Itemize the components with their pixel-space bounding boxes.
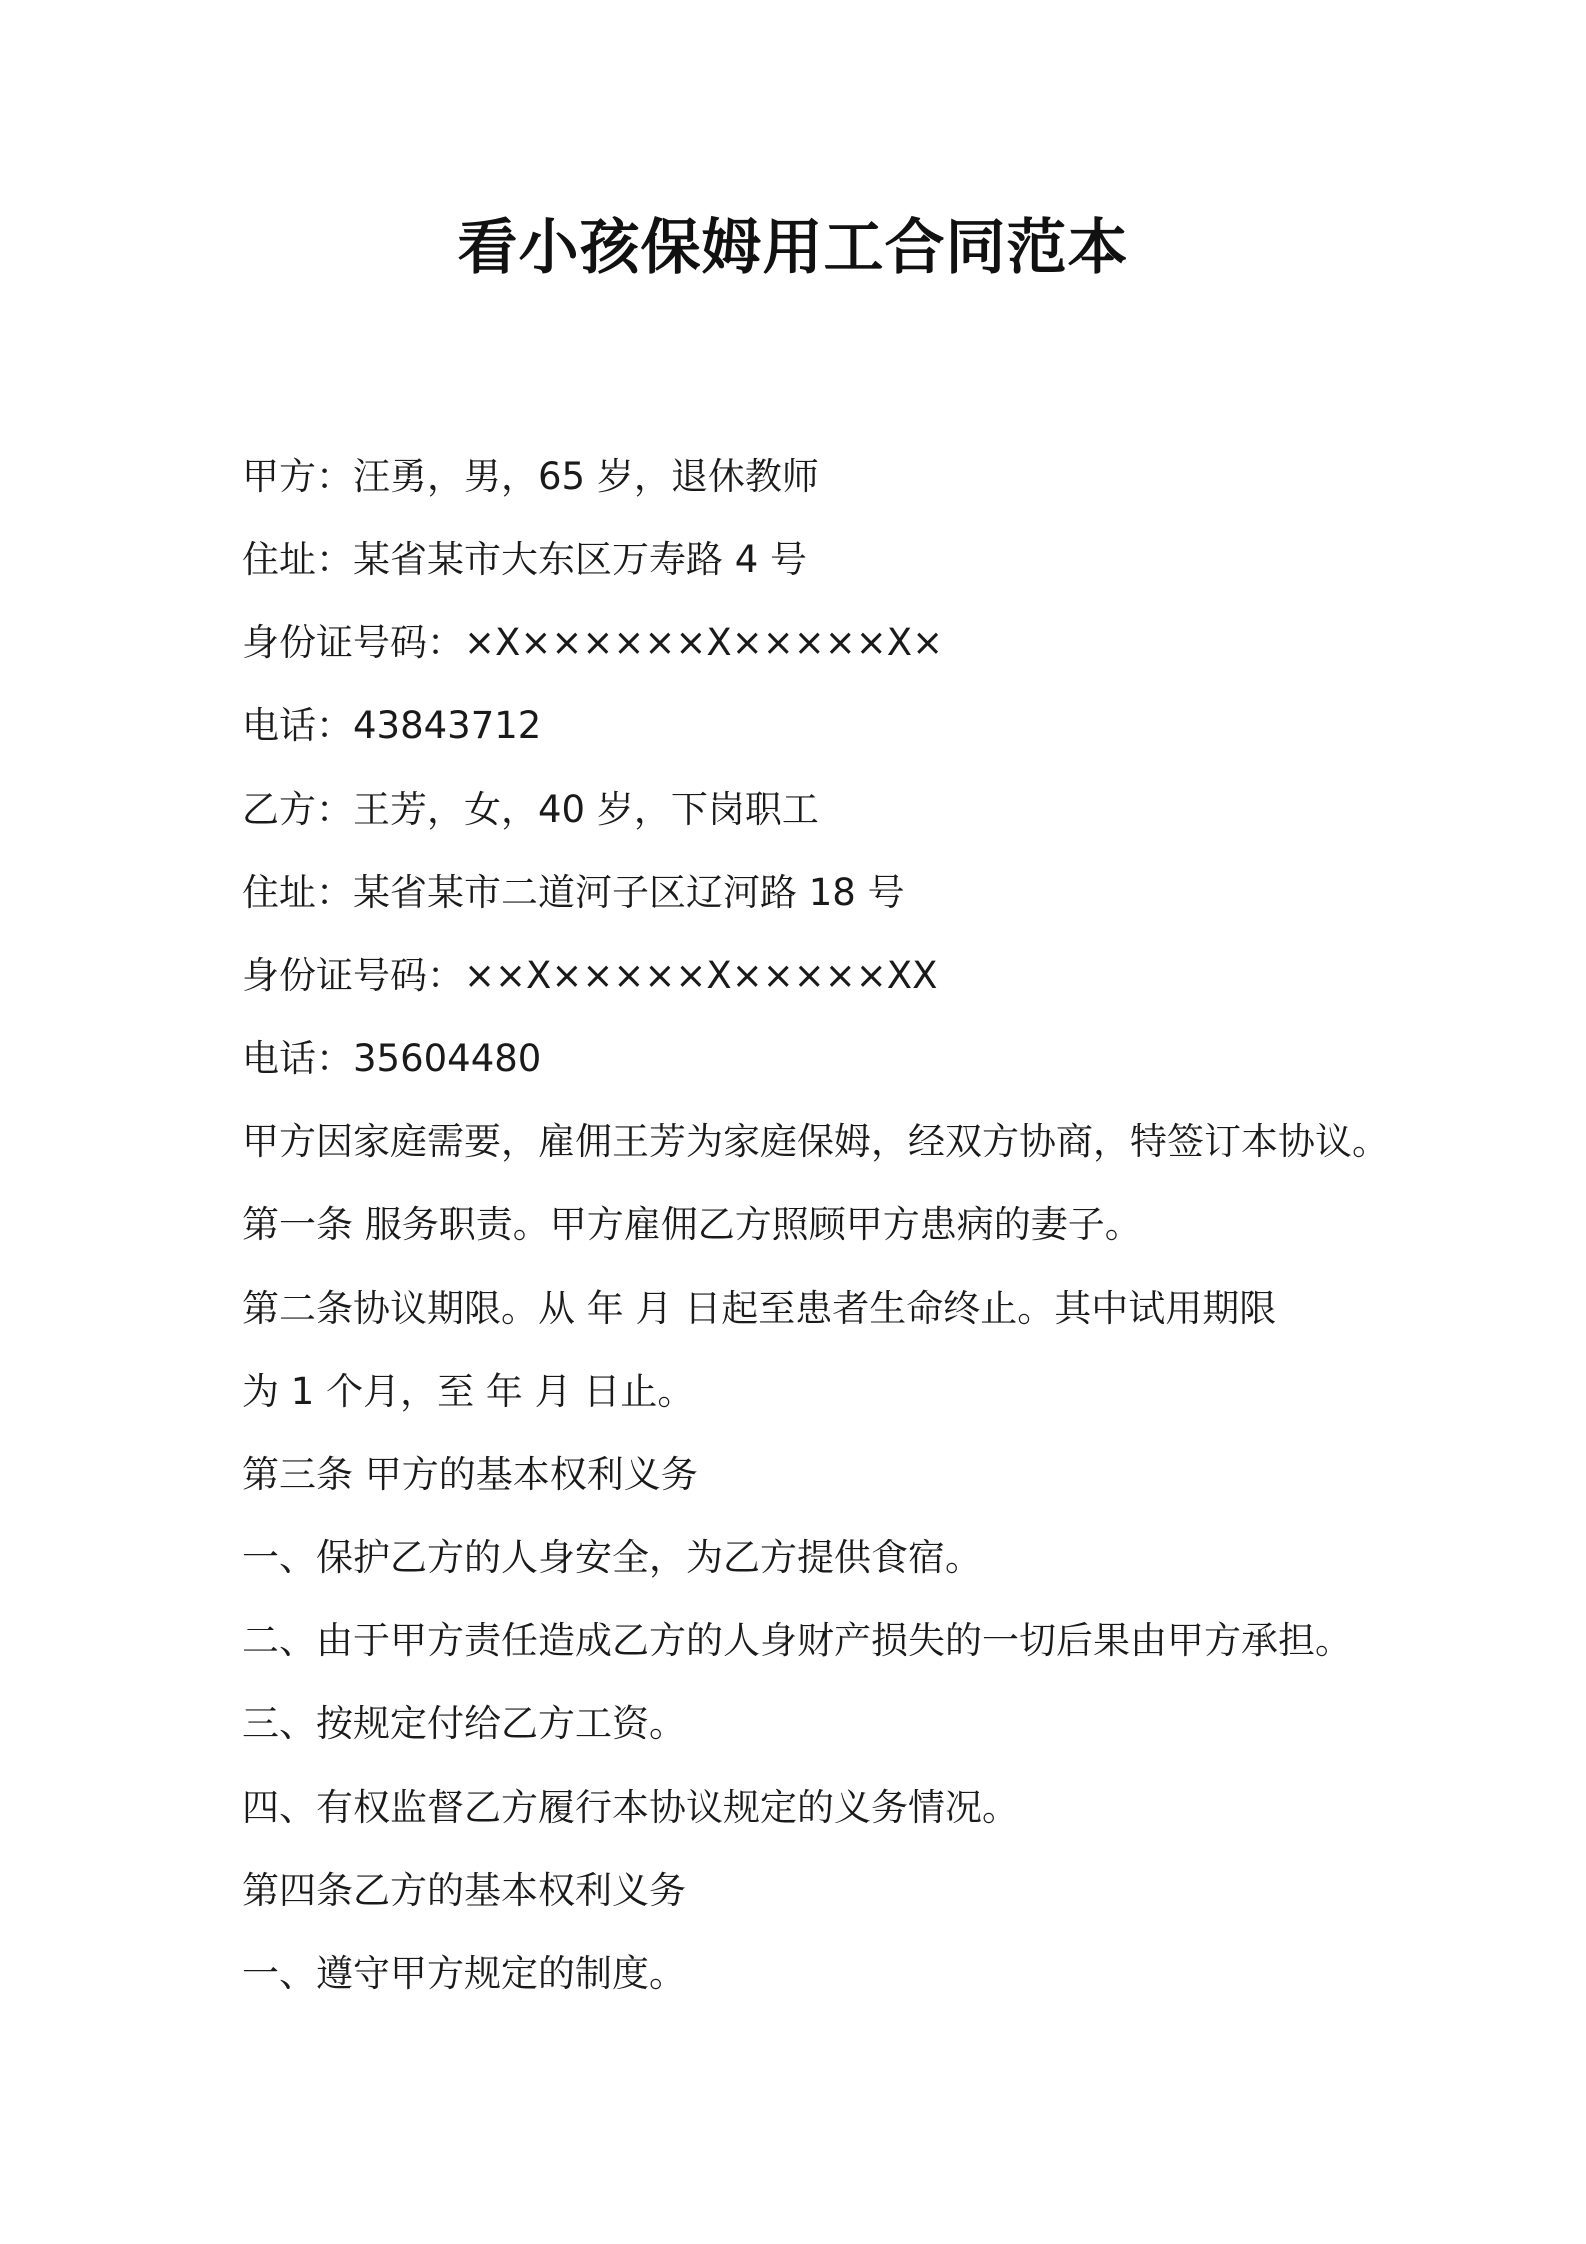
article-3-item-4: 四、有权监督乙方履行本协议规定的义务情况。: [242, 1786, 1019, 1829]
party-a-address: 住址：某省某市大东区万寿路 4 号: [242, 538, 808, 581]
article-1: 第一条 服务职责。甲方雇佣乙方照顾甲方患病的妻子。: [242, 1203, 1142, 1246]
article-4-heading: 第四条乙方的基本权利义务: [242, 1869, 686, 1912]
party-b-address: 住址：某省某市二道河子区辽河路 18 号: [242, 871, 905, 914]
party-a-id-number: 身份证号码：×X××××××X×××××X×: [242, 621, 944, 664]
party-b-id-number: 身份证号码：××X×××××X×××××XX: [242, 954, 938, 997]
party-b-info: 乙方：王芳，女，40 岁，下岗职工: [242, 788, 819, 831]
article-3-item-3: 三、按规定付给乙方工资。: [242, 1702, 686, 1745]
article-2-continued: 为 1 个月，至 年 月 日止。: [242, 1370, 695, 1413]
article-3-heading: 第三条 甲方的基本权利义务: [242, 1453, 698, 1496]
article-2: 第二条协议期限。从 年 月 日起至患者生命终止。其中试用期限: [242, 1287, 1277, 1330]
party-b-phone: 电话：35604480: [242, 1037, 542, 1080]
article-3-item-1: 一、保护乙方的人身安全，为乙方提供食宿。: [242, 1536, 982, 1579]
party-a-phone: 电话：43843712: [242, 704, 542, 747]
article-4-item-1: 一、遵守甲方规定的制度。: [242, 1952, 686, 1995]
party-a-info: 甲方：汪勇，男，65 岁，退休教师: [242, 455, 819, 498]
article-3-item-2: 二、由于甲方责任造成乙方的人身财产损失的一切后果由甲方承担。: [242, 1619, 1352, 1662]
document-title: 看小孩保姆用工合同范本: [457, 213, 1129, 283]
preamble-paragraph: 甲方因家庭需要，雇佣王芳为家庭保姆，经双方协商，特签订本协议。: [242, 1120, 1389, 1163]
